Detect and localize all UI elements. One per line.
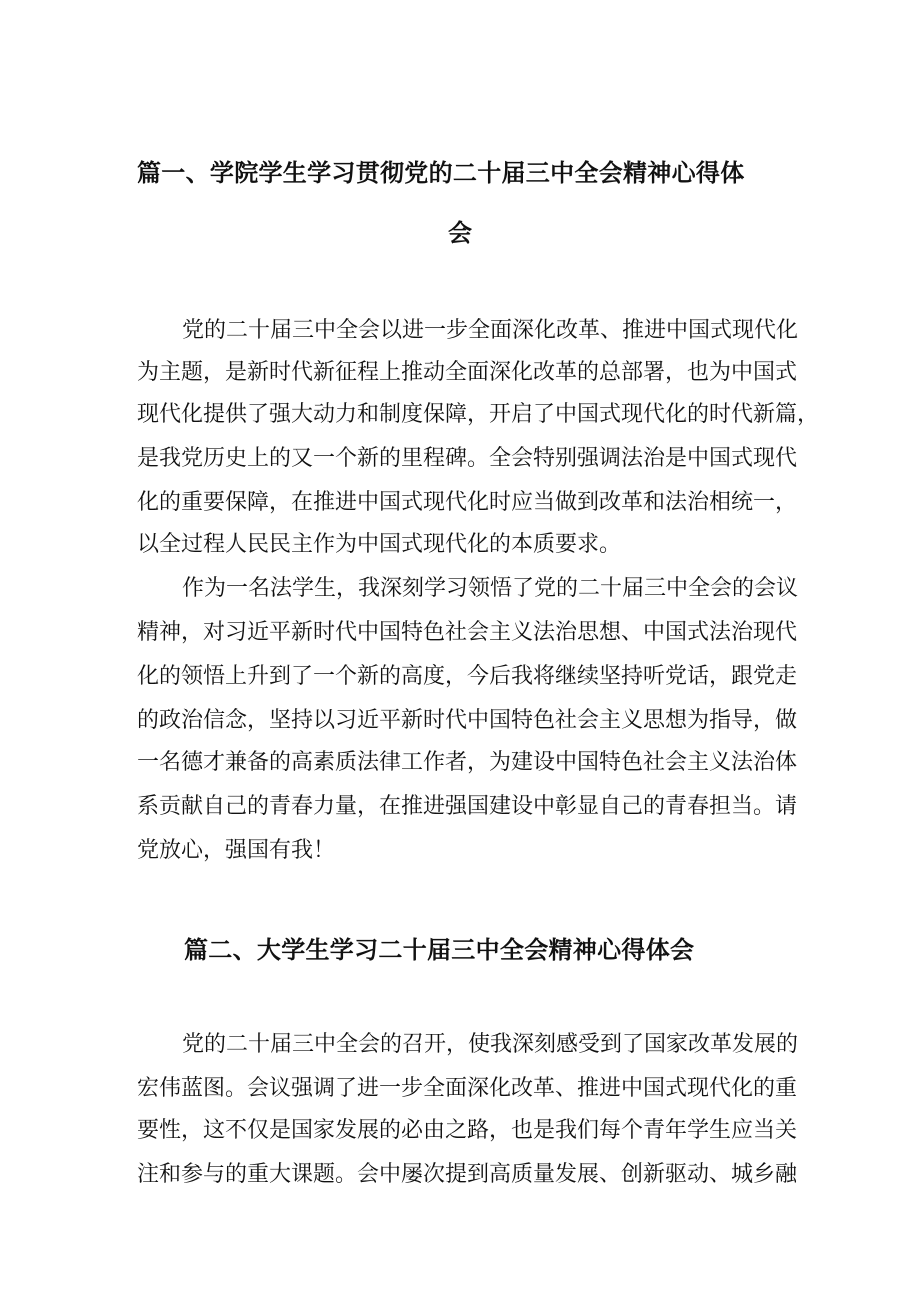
section1-title-line1: 篇一、学院学生学习贯彻党的二十届三中全会精神心得体 (137, 159, 745, 187)
paragraph-line: 为主题，是新时代新征程上推动全面深化改革的总部署，也为中国式 (137, 360, 798, 385)
paragraph-line: 系贡献自己的青春力量，在推进强国建设中彰显自己的青春担当。请 (137, 794, 798, 819)
paragraph-line: 要性，这不仅是国家发展的必由之路，也是我们每个青年学生应当关 (137, 1118, 798, 1143)
paragraph-line: 党的二十届三中全会的召开，使我深刻感受到了国家改革发展的 (182, 1032, 799, 1057)
paragraph-line: 一名德才兼备的高素质法律工作者，为建设中国特色社会主义法治体 (137, 750, 798, 775)
section2-title: 篇二、大学生学习二十届三中全会精神心得体会 (184, 936, 695, 964)
paragraph-line: 精神，对习近平新时代中国特色社会主义法治思想、中国式法治现代 (137, 620, 798, 645)
paragraph-line: 党放心，强国有我！ (137, 838, 336, 863)
paragraph-line: 注和参与的重大课题。会中屡次提到高质量发展、创新驱动、城乡融 (137, 1162, 798, 1187)
paragraph-line: 的政治信念，坚持以习近平新时代中国特色社会主义思想为指导，做 (137, 708, 798, 733)
paragraph-line: 以全过程人民民主作为中国式现代化的本质要求。 (137, 532, 622, 557)
paragraph-line: 化的重要保障，在推进中国式现代化时应当做到改革和法治相统一， (137, 490, 798, 515)
paragraph-line: 是我党历史上的又一个新的里程碑。全会特别强调法治是中国式现代 (137, 446, 798, 471)
paragraph-line: 化的领悟上升到了一个新的高度，今后我将继续坚持听党话，跟党走 (137, 664, 798, 689)
paragraph-line: 现代化提供了强大动力和制度保障，开启了中国式现代化的时代新篇， (137, 402, 820, 427)
paragraph-line: 宏伟蓝图。会议强调了进一步全面深化改革、推进中国式现代化的重 (137, 1076, 798, 1101)
paragraph-line: 党的二十届三中全会以进一步全面深化改革、推进中国式现代化 (182, 318, 799, 343)
paragraph-line: 作为一名法学生，我深刻学习领悟了党的二十届三中全会的会议 (182, 576, 799, 601)
section1-title-line2: 会 (448, 219, 473, 247)
